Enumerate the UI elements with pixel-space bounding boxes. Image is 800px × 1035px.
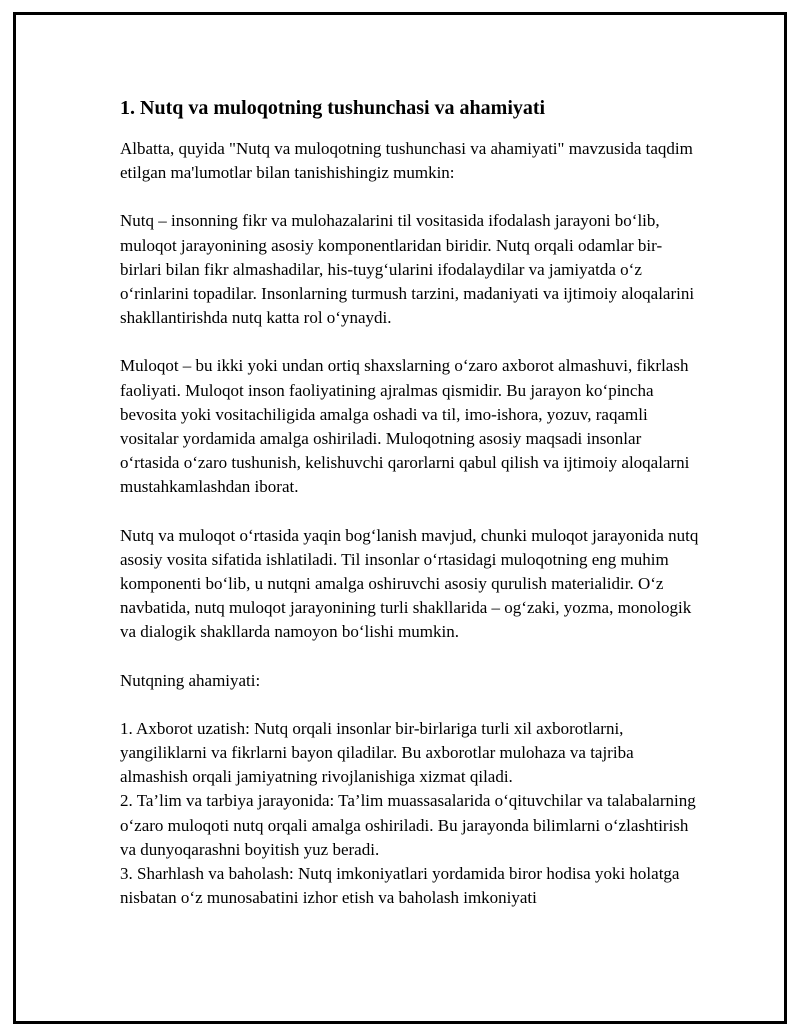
- list-item: 2. Ta’lim va tarbiya jarayonida: Ta’lim muassasalarida o‘qituvchilar va talabalarning o‘zaro muloqoti nutq orqali amalga oshiriladi. Bu jarayonda bilimlarni o‘zlashtirish va dunyoqarashni boyitish yuz beradi.: [120, 791, 696, 859]
- intro-paragraph: Albatta, quyida "Nutq va muloqotning tushunchasi va ahamiyati" mavzusida taqdim etilgan ma'lumotlar bilan tanishishingiz mumkin:: [120, 139, 693, 183]
- list-item: 1. Axborot uzatish: Nutq orqali insonlar bir-birlariga turli xil axborotlarni, yangiliklarni va fikrlarni bayon qiladilar. Bu axborotlar mulohaza va tajriba almashish orqali jamiyatning rivojlanishiga xizmat qiladi.: [120, 718, 634, 787]
- nutq-definition-paragraph: Nutq – insonning fikr va mulohazalarini til vositasida ifodalash jarayoni bo‘lib, muloqot jarayonining asosiy komponentlaridan biridir. Nutq orqali odamlar bir-birlari bilan fikr almashadilar, his-tuyg‘ularini ifodalaydilar va jamiyatda o‘z o‘rinlarini topadilar. Insonlarning turmush tarzini, madaniyati va ijtimoiy aloqalarini shakllantirishda nutq katta rol o‘ynaydi.: [120, 211, 695, 328]
- relation-paragraph: Nutq va muloqot o‘rtasida yaqin bog‘lanish mavjud, chunki muloqot jarayonida nutq asosiy vosita sifatida ishlatiladi. Til insonlar o‘rtasidagi muloqotning eng muhim komponenti bo‘lib, u nutqni amalga oshiruvchi asosiy qurulish materialidir. O‘z navbatida, nutq muloqot jarayonining turli shakllarida – og‘zaki, yozma, monologik va dialogik shakllarda namoyon bo‘lishi mumkin.: [120, 525, 699, 642]
- muloqot-definition-paragraph: Muloqot – bu ikki yoki undan ortiq shaxslarning o‘zaro axborot almashuvi, fikrlash faoliyati. Muloqot inson faoliyatining ajralmas qismidir. Bu jarayon ko‘pincha bevosita yoki vositachiligida amalga oshadi va til, imo-ishora, yozuv, raqamli vositalar yordamida amalga oshiriladi. Muloqotning asosiy maqsadi insonlar o‘rtasida o‘zaro tushunish, kelishuvchi qarorlarni qabul qilish va ijtimoiy aloqalarni mustahkamlashdan iborat.: [120, 356, 690, 497]
- document-body: [120, 95, 700, 910]
- document-page: [13, 12, 787, 1024]
- list-item: 3. Sharhlash va baholash: Nutq imkoniyatlari yordamida biror hodisa yoki holatga nisbatan o‘z munosabatini izhor etish va baholash imkoniyati: [120, 864, 680, 908]
- section-heading: 1. Nutq va muloqotning tushunchasi va ahamiyati: [120, 97, 546, 119]
- importance-heading: Nutqning ahamiyati:: [120, 670, 261, 690]
